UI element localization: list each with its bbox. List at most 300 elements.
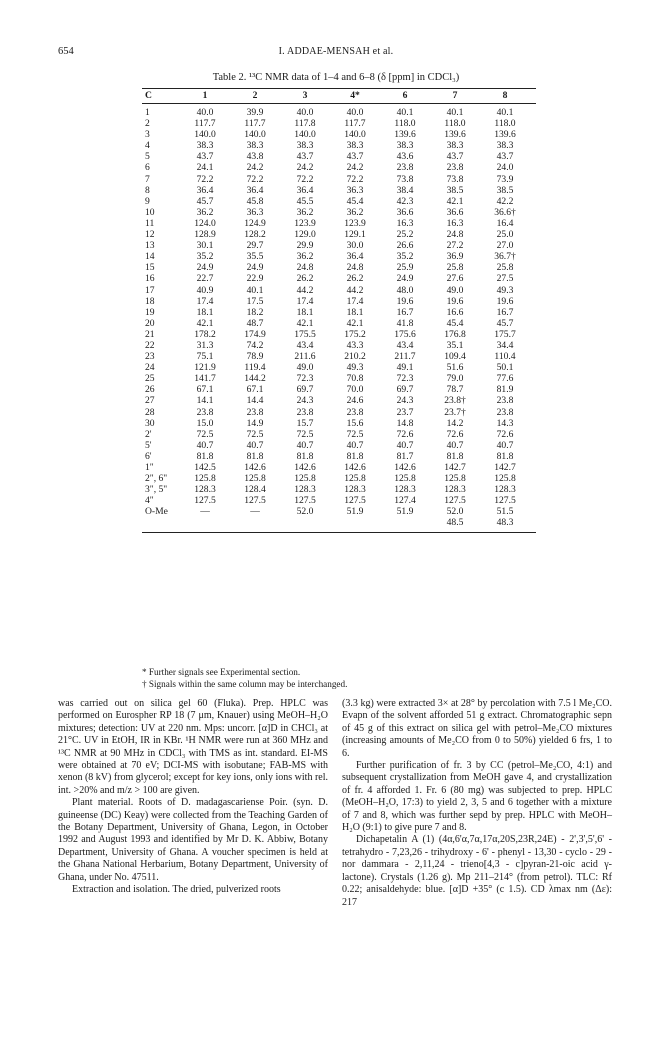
carbon-label-cell: 22 — [145, 339, 155, 351]
shift-value-cell: 40.0 — [346, 107, 364, 118]
shift-value-cell: 36.9 — [446, 251, 464, 263]
shift-value-cell: 43.7 — [346, 151, 364, 163]
carbon-label-cell: 5' — [145, 439, 152, 451]
shift-value-cell: 127.5 — [494, 495, 516, 507]
shift-value-cell: 25.0 — [496, 229, 514, 241]
shift-value-cell: 24.1 — [196, 162, 214, 174]
shift-value-cell: 24.3 — [396, 395, 414, 407]
shift-value-cell: 142.6 — [344, 462, 366, 473]
shift-value-cell: 49.3 — [496, 284, 514, 296]
shift-value-cell: 38.5 — [496, 184, 514, 196]
table-body — [142, 104, 536, 532]
shift-value-cell: 36.4 — [346, 251, 364, 263]
shift-value-cell: 125.8 — [394, 473, 416, 485]
shift-value-cell: 140.0 — [294, 129, 316, 141]
shift-value-cell: 48.7 — [246, 317, 264, 329]
shift-value-cell: 123.9 — [294, 217, 316, 229]
table-row — [142, 407, 536, 418]
table-row — [142, 285, 536, 296]
shift-value-cell: 72.5 — [246, 428, 264, 440]
shift-value-cell: 40.7 — [246, 439, 264, 451]
carbon-label-cell: 14 — [145, 251, 155, 263]
shift-value-cell: 125.8 — [244, 473, 266, 485]
shift-value-cell: 121.9 — [194, 362, 216, 374]
body-left-column — [58, 698, 328, 897]
shift-value-cell: 110.4 — [494, 351, 516, 363]
shift-value-cell: 24.9 — [246, 262, 264, 274]
table-row — [142, 273, 536, 284]
column-header: 3 — [302, 90, 308, 101]
shift-value-cell: 49.3 — [346, 362, 364, 374]
shift-value-cell: 36.3 — [346, 184, 364, 196]
shift-value-cell: 35.5 — [246, 251, 264, 263]
shift-value-cell: 51.9 — [396, 506, 414, 518]
shift-value-cell: 118.0 — [394, 118, 416, 130]
shift-value-cell: 128.4 — [244, 484, 266, 496]
column-header: 1 — [202, 90, 208, 101]
shift-value-cell: 211.7 — [394, 351, 416, 363]
carbon-label-cell: 8 — [145, 184, 150, 196]
table-row — [142, 207, 536, 218]
carbon-label-cell: 30 — [145, 417, 155, 429]
carbon-label-cell: 3 — [145, 129, 150, 141]
shift-value-cell: 117.7 — [194, 118, 216, 130]
table-row — [142, 517, 536, 528]
table-row — [142, 395, 536, 406]
column-header: 7 — [452, 90, 458, 101]
shift-value-cell: 72.3 — [296, 373, 314, 385]
shift-value-cell: 29.7 — [246, 240, 264, 252]
shift-value-cell: 123.9 — [344, 217, 366, 229]
shift-value-cell: 14.4 — [246, 395, 264, 407]
table-row — [142, 251, 536, 262]
shift-value-cell: 81.8 — [246, 450, 264, 462]
shift-value-cell: 16.6 — [446, 306, 464, 318]
shift-value-cell: 17.5 — [246, 295, 264, 307]
shift-value-cell: 45.7 — [196, 195, 214, 207]
shift-value-cell: 24.0 — [496, 162, 514, 174]
table-row — [142, 107, 536, 118]
table-row — [142, 418, 536, 429]
shift-value-cell: 42.1 — [346, 317, 364, 329]
page-number: 654 — [58, 46, 74, 57]
shift-value-cell: 50.1 — [496, 362, 514, 374]
shift-value-cell: 72.2 — [246, 173, 264, 185]
shift-value-cell: 35.1 — [446, 339, 464, 351]
shift-value-cell: 30.1 — [196, 240, 214, 252]
shift-value-cell: 139.6 — [394, 129, 416, 141]
shift-value-cell: 35.2 — [196, 251, 214, 263]
shift-value-cell: 26.2 — [346, 273, 364, 285]
shift-value-cell: 24.9 — [396, 273, 414, 285]
shift-value-cell: 23.8 — [296, 406, 314, 418]
shift-value-cell: 39.9 — [246, 107, 264, 118]
shift-value-cell: 72.6 — [396, 428, 414, 440]
shift-value-cell: 70.8 — [346, 373, 364, 385]
shift-value-cell: 72.2 — [196, 173, 214, 185]
shift-value-cell: 38.4 — [396, 184, 414, 196]
shift-value-cell: 52.0 — [446, 506, 464, 518]
shift-value-cell: 175.7 — [494, 328, 516, 340]
shift-value-cell: 29.9 — [296, 240, 314, 252]
shift-value-cell: 81.8 — [346, 450, 364, 462]
shift-value-cell — [280, 517, 330, 528]
table-row — [142, 218, 536, 229]
table-row — [142, 229, 536, 240]
shift-value-cell: 127.5 — [294, 495, 316, 507]
shift-value-cell: 45.4 — [446, 317, 464, 329]
shift-value-cell: 40.7 — [296, 439, 314, 451]
shift-value-cell: 16.4 — [496, 217, 514, 229]
shift-value-cell: 25.8 — [446, 262, 464, 274]
shift-value-cell: 175.6 — [394, 328, 416, 340]
shift-value-cell: 127.5 — [194, 495, 216, 507]
shift-value-cell: 109.4 — [444, 351, 466, 363]
shift-value-cell: 43.8 — [246, 151, 264, 163]
shift-value-cell: 124.0 — [194, 217, 216, 229]
carbon-label-cell — [142, 517, 180, 528]
shift-value-cell: 23.8 — [346, 406, 364, 418]
carbon-label-cell: O-Me — [145, 506, 168, 518]
shift-value-cell: 127.5 — [244, 495, 266, 507]
paragraph: (3.3 kg) were extracted 3× at 28° by percolation with 7.5 l Me₂CO. Evapn of the solvent afforded 51 g extract. Chromatographic sepn of 45 g of this extract on silica gel with petrol–Me₂CO mixtures (increasing amounts of Me₂CO from 0 to 50%) yielded 6 frs, 1 to 6. — [342, 698, 612, 759]
carbon-label-cell: 2 — [145, 118, 150, 130]
shift-value-cell: 34.4 — [496, 339, 514, 351]
shift-value-cell: 40.0 — [296, 107, 314, 118]
shift-value-cell: 36.2 — [296, 251, 314, 263]
shift-value-cell: 22.7 — [196, 273, 214, 285]
carbon-label-cell: 19 — [145, 306, 155, 318]
shift-value-cell: 43.6 — [396, 151, 414, 163]
shift-value-cell: 40.1 — [246, 284, 264, 296]
shift-value-cell: 17.4 — [296, 295, 314, 307]
carbon-label-cell: 2' — [145, 428, 152, 440]
shift-value-cell: 40.0 — [196, 107, 214, 118]
table-row — [142, 451, 536, 462]
table-row — [142, 473, 536, 484]
shift-value-cell: 72.6 — [496, 428, 514, 440]
shift-value-cell: 175.2 — [344, 328, 366, 340]
shift-value-cell: 144.2 — [244, 373, 266, 385]
shift-value-cell: 128.3 — [394, 484, 416, 496]
shift-value-cell: 26.6 — [396, 240, 414, 252]
shift-value-cell: 19.6 — [496, 295, 514, 307]
shift-value-cell: 36.2 — [196, 206, 214, 218]
table-row — [142, 151, 536, 162]
shift-value-cell: 15.0 — [196, 417, 214, 429]
shift-value-cell: 127.5 — [444, 495, 466, 507]
table-note: * Further signals see Experimental section. — [142, 667, 301, 677]
shift-value-cell: 176.8 — [444, 328, 466, 340]
shift-value-cell: 119.4 — [244, 362, 266, 374]
column-header: C — [145, 90, 152, 101]
carbon-label-cell: 16 — [145, 273, 155, 285]
shift-value-cell: 81.9 — [496, 384, 514, 396]
shift-value-cell: 14.1 — [196, 395, 214, 407]
shift-value-cell: 51.9 — [346, 506, 364, 518]
table-row — [142, 462, 536, 473]
shift-value-cell: 23.8 — [496, 395, 514, 407]
shift-value-cell — [230, 517, 280, 528]
shift-value-cell: 18.1 — [346, 306, 364, 318]
shift-value-cell: 211.6 — [294, 351, 316, 363]
shift-value-cell: 40.7 — [396, 439, 414, 451]
shift-value-cell: 129.0 — [294, 229, 316, 241]
carbon-label-cell: 28 — [145, 406, 155, 418]
shift-value-cell: 38.3 — [296, 140, 314, 152]
shift-value-cell: 48.0 — [396, 284, 414, 296]
shift-value-cell: 124.9 — [244, 217, 266, 229]
shift-value-cell: 175.5 — [294, 328, 316, 340]
shift-value-cell: 36.2 — [296, 206, 314, 218]
shift-value-cell: 42.3 — [396, 195, 414, 207]
shift-value-cell: 74.2 — [246, 339, 264, 351]
table-row — [142, 329, 536, 340]
shift-value-cell: 49.0 — [446, 284, 464, 296]
carbon-label-cell: 24 — [145, 362, 155, 374]
table-caption: Table 2. ¹³C NMR data of 1–4 and 6–8 (δ [ppm] in CDCl₃) — [212, 72, 460, 83]
shift-value-cell: 45.5 — [296, 195, 314, 207]
body-right-column — [342, 698, 612, 909]
shift-value-cell: 16.3 — [396, 217, 414, 229]
shift-value-cell: 127.4 — [394, 495, 416, 507]
carbon-label-cell: 7 — [145, 173, 150, 185]
carbon-label-cell: 11 — [145, 217, 155, 229]
shift-value-cell: 128.3 — [494, 484, 516, 496]
shift-value-cell: 125.8 — [444, 473, 466, 485]
shift-value-cell: 44.2 — [346, 284, 364, 296]
shift-value-cell: 24.3 — [296, 395, 314, 407]
carbon-label-cell: 9 — [145, 195, 150, 207]
carbon-label-cell: 23 — [145, 351, 155, 363]
shift-value-cell: 128.3 — [444, 484, 466, 496]
shift-value-cell: 17.4 — [346, 295, 364, 307]
shift-value-cell: 142.5 — [194, 462, 216, 473]
shift-value-cell: 49.0 — [296, 362, 314, 374]
shift-value-cell: 140.0 — [244, 129, 266, 141]
shift-value-cell: 36.6 — [446, 206, 464, 218]
paragraph: Extraction and isolation. The dried, pulverized roots — [72, 884, 281, 896]
paragraph: Dichapetalin A (1) (4α,6'α,7α,17α,20S,23R,24E) - 2',3',5',6' - tetrahydro - 7,23,26 - trihydroxy - 6' - phenyl - 13,30 - cyclo - 29 - nor dammara - 2,11,24 - trieno[4,3 - c]pyran-21-oic acid γ-lactone). Crystals (1.26 g). Mp 211–214° (from petrol). TLC: Rf 0.22; anisaldehyde: blue. [α]D +35° (c 1.5). CD λmax nm (Δε): 217 — [342, 834, 612, 908]
column-header: 8 — [502, 90, 508, 101]
carbon-label-cell: 15 — [145, 262, 155, 274]
shift-value-cell: 27.0 — [496, 240, 514, 252]
shift-value-cell: 36.3 — [246, 206, 264, 218]
shift-value-cell — [330, 517, 380, 528]
shift-value-cell: 49.1 — [396, 362, 414, 374]
table-row — [142, 484, 536, 495]
carbon-label-cell: 10 — [145, 206, 155, 218]
shift-value-cell — [180, 517, 230, 528]
shift-value-cell: 27.6 — [446, 273, 464, 285]
table-row — [142, 162, 536, 173]
shift-value-cell: 127.5 — [344, 495, 366, 507]
shift-value-cell: 38.3 — [396, 140, 414, 152]
shift-value-cell: 24.8 — [446, 229, 464, 241]
shift-value-cell: 25.2 — [396, 229, 414, 241]
shift-value-cell: 38.3 — [496, 140, 514, 152]
shift-value-cell: 118.0 — [494, 118, 516, 130]
shift-value-cell: 51.6 — [446, 362, 464, 374]
shift-value-cell: 128.9 — [194, 229, 216, 241]
shift-value-cell: 128.2 — [244, 229, 266, 241]
shift-value-cell: 75.1 — [196, 351, 214, 363]
shift-value-cell: 44.2 — [296, 284, 314, 296]
page-header — [58, 46, 614, 60]
shift-value-cell: 118.0 — [444, 118, 466, 130]
shift-value-cell: 43.3 — [346, 339, 364, 351]
table-note: † Signals within the same column may be interchanged. — [142, 679, 348, 689]
shift-value-cell: 36.6 — [396, 206, 414, 218]
shift-value-cell: 42.1 — [296, 317, 314, 329]
shift-value-cell: 72.3 — [396, 373, 414, 385]
shift-value-cell: 72.5 — [296, 428, 314, 440]
shift-value-cell: 125.8 — [494, 473, 516, 485]
shift-value-cell: 48.3 — [496, 517, 514, 529]
shift-value-cell: 23.8 — [396, 162, 414, 174]
shift-value-cell: 38.3 — [446, 140, 464, 152]
shift-value-cell: 43.7 — [296, 151, 314, 163]
table-row — [142, 373, 536, 384]
shift-value-cell: 14.2 — [446, 417, 464, 429]
shift-value-cell: 36.7† — [494, 251, 516, 263]
carbon-label-cell: 1 — [145, 107, 150, 118]
shift-value-cell: 14.9 — [246, 417, 264, 429]
shift-value-cell: 142.6 — [294, 462, 316, 473]
shift-value-cell: 40.7 — [346, 439, 364, 451]
shift-value-cell: 23.8† — [444, 395, 466, 407]
shift-value-cell: 128.3 — [294, 484, 316, 496]
shift-value-cell: 210.2 — [344, 351, 366, 363]
shift-value-cell: 36.4 — [296, 184, 314, 196]
shift-value-cell: 48.5 — [446, 517, 464, 529]
shift-value-cell: 129.1 — [344, 229, 366, 241]
carbon-label-cell: 6 — [145, 162, 150, 174]
shift-value-cell: 174.9 — [244, 328, 266, 340]
shift-value-cell: 178.2 — [194, 328, 216, 340]
shift-value-cell: 42.1 — [446, 195, 464, 207]
shift-value-cell: 139.6 — [494, 129, 516, 141]
paragraph: was carried out on silica gel 60 (Fluka). Prep. HPLC was performed on Eurospher RP 18 (7 μm, Knauer) using MeOH–H₂O mixtures; detection: UV at 220 nm. Mps: uncorr. [α]D in CHCl₃ at 21°C. UV in EtOH, IR in KBr. ¹H NMR were run at 360 MHz and ¹³C NMR at 90 MHz in CDCl₃ with TMS as int. standard. EI-MS were obtained at 70 eV; DCI-MS with isobutane; FAB-MS with xenon (8 kV) from glycerol; except for key ions, only ions with rel. int. >20% and m/z > 100 are given. — [58, 698, 328, 796]
shift-value-cell: 40.7 — [496, 439, 514, 451]
carbon-label-cell: 4" — [145, 495, 154, 507]
shift-value-cell: 24.8 — [346, 262, 364, 274]
shift-value-cell: — — [200, 506, 210, 518]
nmr-table — [142, 88, 536, 533]
shift-value-cell: 79.0 — [446, 373, 464, 385]
table-row — [142, 506, 536, 517]
table-row — [142, 384, 536, 395]
shift-value-cell: 27.2 — [446, 240, 464, 252]
shift-value-cell: 77.6 — [496, 373, 514, 385]
shift-value-cell: 30.0 — [346, 240, 364, 252]
shift-value-cell: 16.7 — [396, 306, 414, 318]
shift-value-cell: 40.1 — [446, 107, 464, 118]
table-row — [142, 429, 536, 440]
carbon-label-cell: 3", 5" — [145, 484, 168, 496]
shift-value-cell: 67.1 — [246, 384, 264, 396]
shift-value-cell: 69.7 — [296, 384, 314, 396]
carbon-label-cell: 2", 6" — [145, 473, 168, 485]
shift-value-cell: 72.5 — [196, 428, 214, 440]
carbon-label-cell: 13 — [145, 240, 155, 252]
shift-value-cell: 73.9 — [496, 173, 514, 185]
shift-value-cell: 72.2 — [346, 173, 364, 185]
shift-value-cell: 14.8 — [396, 417, 414, 429]
shift-value-cell: 36.4 — [246, 184, 264, 196]
shift-value-cell: 15.7 — [296, 417, 314, 429]
shift-value-cell: 36.2 — [346, 206, 364, 218]
shift-value-cell: 36.4 — [196, 184, 214, 196]
shift-value-cell: 142.7 — [494, 462, 516, 473]
shift-value-cell: 43.4 — [396, 339, 414, 351]
carbon-label-cell: 25 — [145, 373, 155, 385]
shift-value-cell: 117.7 — [244, 118, 266, 130]
shift-value-cell: 35.2 — [396, 251, 414, 263]
carbon-label-cell: 4 — [145, 140, 150, 152]
shift-value-cell: 125.8 — [194, 473, 216, 485]
shift-value-cell: 43.7 — [196, 151, 214, 163]
shift-value-cell: 142.6 — [394, 462, 416, 473]
table-row — [142, 440, 536, 451]
running-head: I. ADDAE-MENSAH et al. — [278, 46, 394, 57]
shift-value-cell: 22.9 — [246, 273, 264, 285]
shift-value-cell: 140.0 — [344, 129, 366, 141]
carbon-label-cell: 21 — [145, 328, 155, 340]
shift-value-cell: 38.3 — [196, 140, 214, 152]
table-row — [142, 340, 536, 351]
shift-value-cell: 24.9 — [196, 262, 214, 274]
carbon-label-cell: 6' — [145, 450, 152, 462]
shift-value-cell: 81.8 — [296, 450, 314, 462]
table-bottom-rule — [142, 532, 536, 533]
shift-value-cell: 23.8 — [446, 162, 464, 174]
table-row — [142, 362, 536, 373]
shift-value-cell: 23.8 — [196, 406, 214, 418]
shift-value-cell: 81.8 — [196, 450, 214, 462]
shift-value-cell: 38.5 — [446, 184, 464, 196]
shift-value-cell: 16.3 — [446, 217, 464, 229]
shift-value-cell: 23.7 — [396, 406, 414, 418]
shift-value-cell: 128.3 — [194, 484, 216, 496]
shift-value-cell: — — [250, 506, 260, 518]
shift-value-cell: 40.1 — [496, 107, 514, 118]
shift-value-cell: 70.0 — [346, 384, 364, 396]
table-row — [142, 140, 536, 151]
column-header: 6 — [402, 90, 408, 101]
shift-value-cell: 38.3 — [346, 140, 364, 152]
shift-value-cell: 16.7 — [496, 306, 514, 318]
table-header-row — [142, 89, 536, 103]
shift-value-cell: 41.8 — [396, 317, 414, 329]
shift-value-cell: 40.7 — [196, 439, 214, 451]
table-row — [142, 495, 536, 506]
table-row — [142, 196, 536, 207]
shift-value-cell: 42.2 — [496, 195, 514, 207]
carbon-label-cell: 17 — [145, 284, 155, 296]
shift-value-cell: 51.5 — [496, 506, 514, 518]
shift-value-cell: 42.1 — [196, 317, 214, 329]
shift-value-cell: 142.7 — [444, 462, 466, 473]
carbon-label-cell: 20 — [145, 317, 155, 329]
carbon-label-cell: 5 — [145, 151, 150, 163]
shift-value-cell: 40.9 — [196, 284, 214, 296]
shift-value-cell: 125.8 — [294, 473, 316, 485]
carbon-label-cell: 1" — [145, 462, 154, 473]
shift-value-cell: 18.2 — [246, 306, 264, 318]
shift-value-cell: 81.8 — [496, 450, 514, 462]
shift-value-cell: 31.3 — [196, 339, 214, 351]
